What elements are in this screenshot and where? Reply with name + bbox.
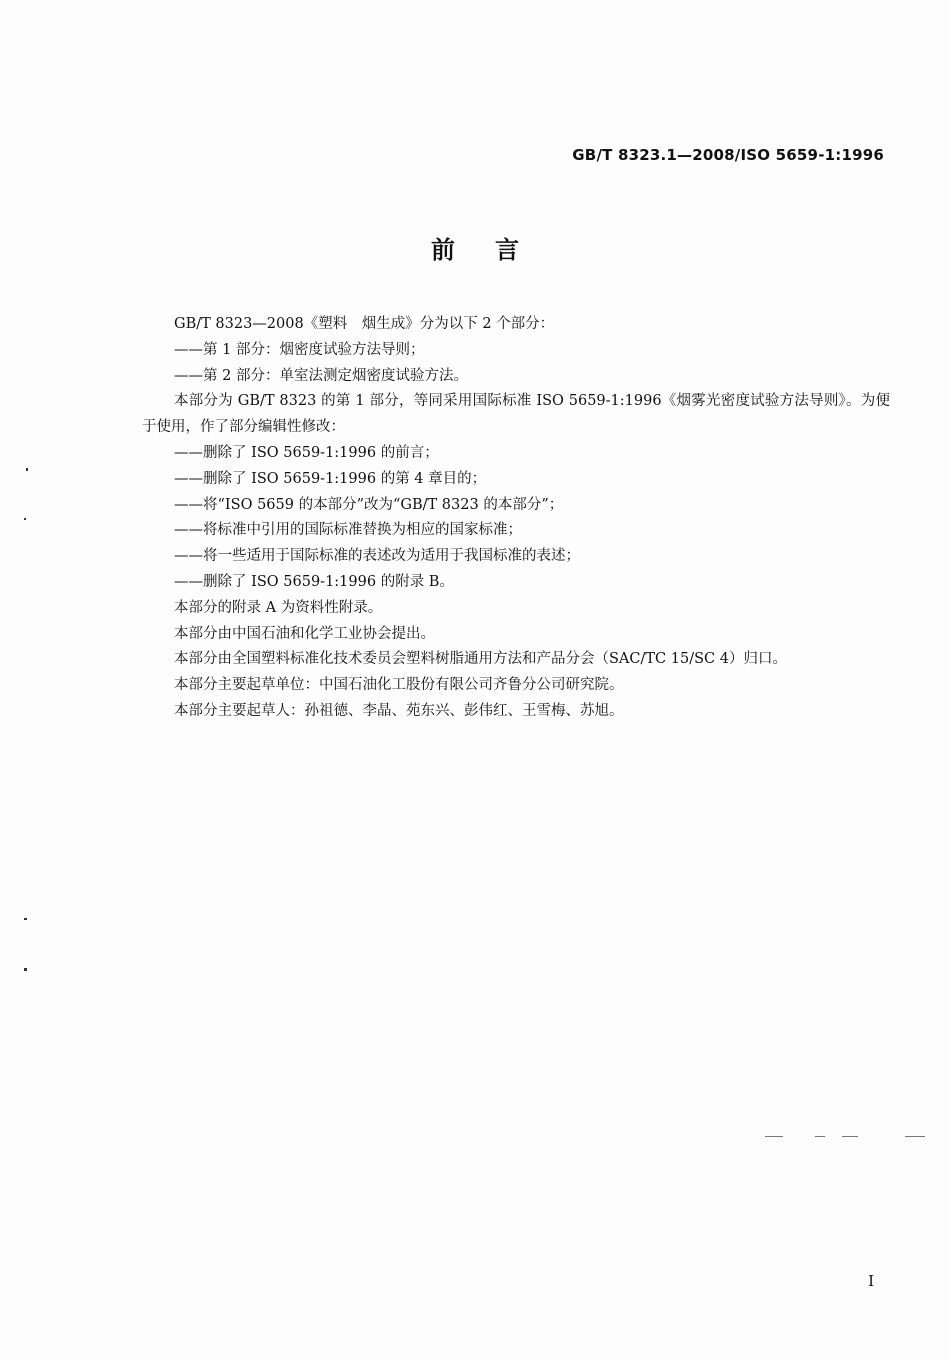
scan-mark — [905, 1136, 925, 1137]
paragraph: 本部分主要起草人：孙祖德、李晶、苑东兴、彭伟红、王雪梅、苏旭。 — [174, 702, 624, 719]
paragraph: 本部分的附录 A 为资料性附录。 — [174, 599, 383, 616]
page-number: I — [868, 1272, 874, 1290]
paragraph: GB/T 8323—2008《塑料 烟生成》分为以下 2 个部分： — [174, 316, 555, 332]
scan-speck — [24, 518, 26, 520]
paragraph: 本部分由全国塑料标准化技术委员会塑料树脂通用方法和产品分会（SAC/TC 15/SC 4）归口。 — [174, 651, 787, 668]
list-item: ——删除了 ISO 5659-1:1996 的附录 B。 — [174, 573, 454, 590]
list-item: ——删除了 ISO 5659-1:1996 的第 4 章目的； — [174, 470, 487, 487]
page-title: 前言 — [431, 236, 559, 264]
scan-speck — [26, 468, 28, 471]
list-item: ——将一些适用于国际标准的表述改为适用于我国标准的表述； — [174, 548, 580, 565]
document-body — [142, 312, 890, 725]
list-item: ——将标准中引用的国际标准替换为相应的国家标准； — [174, 522, 522, 539]
list-item: ——删除了 ISO 5659-1:1996 的前言； — [174, 444, 439, 461]
scan-speck — [24, 918, 27, 920]
scan-mark — [815, 1136, 825, 1137]
list-item: ——第 2 部分：单室法测定烟密度试验方法。 — [174, 367, 468, 384]
list-item: ——第 1 部分：烟密度试验方法导则； — [174, 341, 425, 358]
scan-mark — [765, 1136, 783, 1137]
paragraph: 本部分由中国石油和化学工业协会提出。 — [174, 625, 435, 642]
paragraph: 本部分为 GB/T 8323 的第 1 部分，等同采用国际标准 ISO 5659-1:1996《烟雾光密度试验方法导则》。为便于使用，作了部分编辑性修改： — [142, 393, 890, 436]
list-item: ——将“ISO 5659 的本部分”改为“GB/T 8323 的本部分”； — [174, 496, 564, 513]
scan-speck — [24, 968, 27, 971]
paragraph: 本部分主要起草单位：中国石油化工股份有限公司齐鲁分公司研究院。 — [174, 677, 624, 694]
standard-identifier: GB/T 8323.1—2008/ISO 5659-1:1996 — [572, 146, 884, 164]
scan-mark — [842, 1136, 858, 1137]
